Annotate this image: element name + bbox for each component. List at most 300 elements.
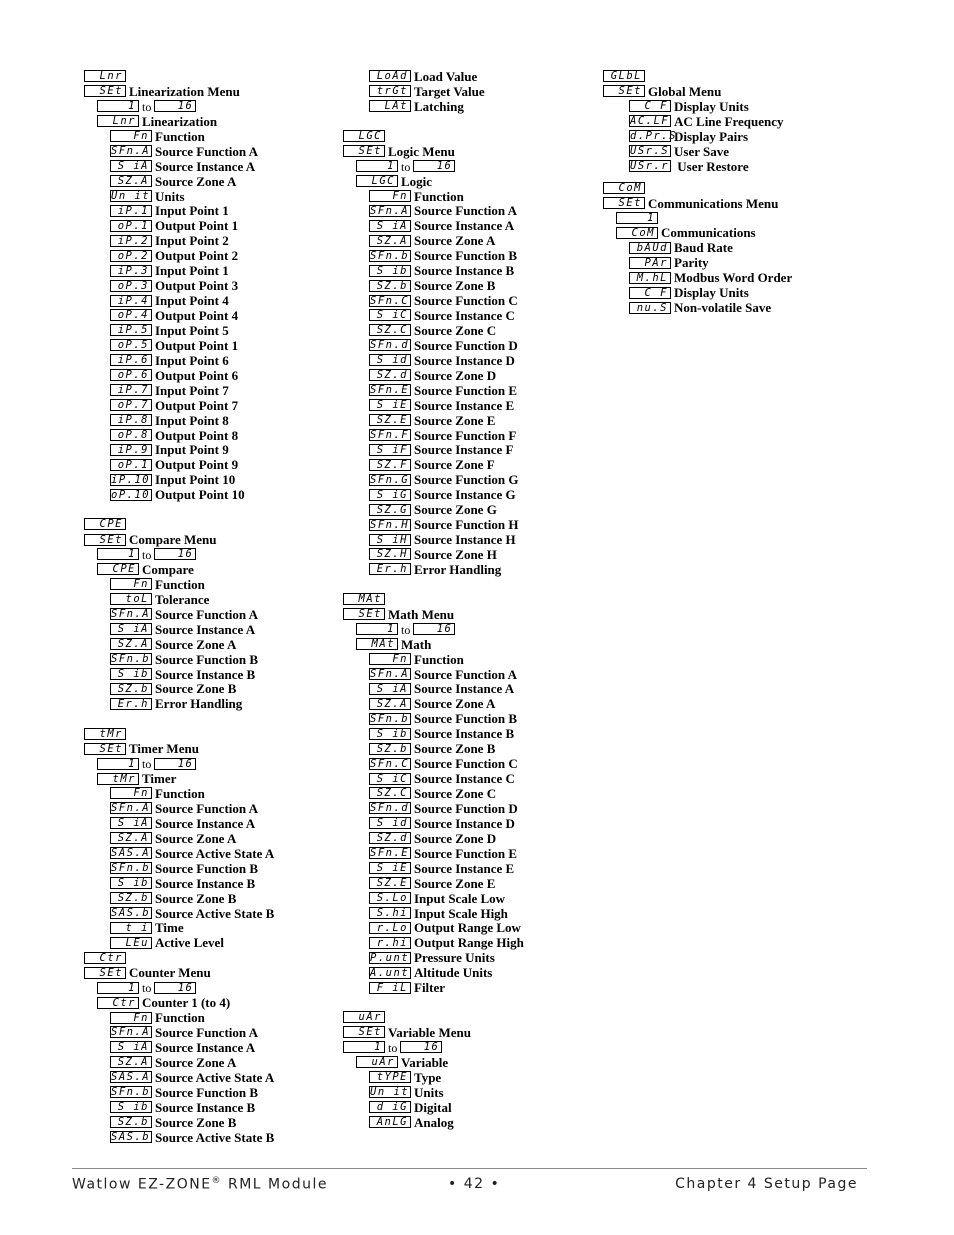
parameter-code: iP.7 — [110, 384, 152, 396]
parameter-code: bAUd — [629, 242, 671, 254]
parameter-label: Linearization Menu — [129, 83, 240, 99]
menu-row — [84, 1116, 274, 1131]
menu-column-3 — [603, 70, 792, 316]
menu-row — [84, 1131, 274, 1146]
footer-chapter: Chapter 4 Setup Page — [675, 1176, 858, 1192]
menu-row — [84, 578, 274, 593]
menu-row — [343, 817, 524, 832]
parameter-code: S iF — [369, 444, 411, 456]
parameter-label: Source Function A — [155, 143, 259, 159]
parameter-label: Source Function D — [414, 800, 518, 816]
parameter-label: Tolerance — [155, 591, 210, 607]
menu-row — [84, 1056, 274, 1071]
menu-row — [84, 309, 274, 324]
menu-row — [343, 443, 524, 458]
menu-row — [84, 832, 274, 847]
parameter-code: toL — [110, 593, 152, 605]
menu-row — [84, 458, 274, 473]
menu-row — [343, 981, 524, 996]
parameter-label: Communications — [661, 225, 756, 241]
parameter-code: r.Lo — [369, 922, 411, 934]
menu-row — [84, 219, 274, 234]
parameter-code: oP.10 — [111, 488, 151, 501]
menu-row — [343, 190, 524, 205]
range-separator: to — [142, 757, 152, 772]
menu-row — [343, 1116, 524, 1131]
menu-row — [84, 429, 274, 444]
parameter-code: SAS.A — [111, 1071, 151, 1084]
parameter-code: Un it — [370, 1086, 410, 1099]
menu-row — [84, 996, 274, 1011]
parameter-label: Modbus Word Order — [674, 270, 793, 286]
parameter-label: Source Function F — [414, 427, 517, 443]
menu-row — [343, 1041, 524, 1056]
parameter-code: SFn.d — [370, 802, 410, 815]
parameter-label: Communications Menu — [648, 195, 779, 211]
parameter-code: SFn.b — [370, 249, 410, 262]
menu-row — [84, 638, 274, 653]
menu-row — [84, 488, 274, 503]
parameter-code: SZ.G — [369, 504, 411, 516]
menu-row — [84, 473, 274, 488]
menu-row — [603, 145, 792, 160]
parameter-code: oP.6 — [110, 369, 152, 381]
parameter-code: C_F — [629, 287, 671, 299]
parameter-label: Source Function D — [414, 337, 518, 353]
menu-row — [84, 443, 274, 458]
parameter-code: SZ.A — [369, 698, 411, 710]
menu-row — [343, 488, 524, 503]
parameter-code: uAr — [343, 1011, 385, 1023]
parameter-label: Output Point 10 — [155, 487, 245, 503]
parameter-code: iP.5 — [110, 324, 152, 336]
menu-row — [84, 204, 274, 219]
menu-row — [343, 249, 524, 264]
parameter-code: oP.5 — [110, 339, 152, 351]
menu-row — [84, 339, 274, 354]
parameter-code: tMr — [84, 728, 126, 740]
parameter-code: S iE — [369, 862, 411, 874]
parameter-label: Source Instance A — [414, 681, 515, 697]
range-separator: to — [142, 548, 152, 562]
parameter-code: CPE — [97, 563, 139, 575]
parameter-label: Output Point 1 — [155, 218, 239, 234]
menu-row — [343, 70, 524, 85]
parameter-label: Source Function B — [155, 651, 259, 667]
parameter-label: Output Point 1 — [155, 337, 239, 353]
parameter-code: iP.4 — [110, 295, 152, 307]
menu-row — [603, 226, 792, 241]
parameter-code: S iH — [369, 534, 411, 546]
parameter-label: Active Level — [155, 935, 224, 951]
menu-row — [84, 892, 274, 907]
menu-row — [343, 668, 524, 683]
parameter-code: uAr — [356, 1056, 398, 1068]
parameter-code: oP.7 — [110, 399, 152, 411]
parameter-label: Source Instance B — [414, 263, 515, 279]
instance-range-end: 16 — [413, 623, 455, 635]
menu-row — [343, 429, 524, 444]
menu-row — [343, 787, 524, 802]
menu-row — [84, 1011, 274, 1026]
parameter-label: Digital — [414, 1099, 452, 1115]
instance-range-start: 1 — [356, 623, 398, 635]
parameter-label: Source Instance D — [414, 352, 515, 368]
parameter-code: tYPE — [369, 1071, 411, 1083]
parameter-label: Source Zone A — [155, 1054, 237, 1070]
parameter-code: S id — [369, 354, 411, 366]
parameter-label: Output Point 6 — [155, 367, 239, 383]
parameter-code: SEt — [343, 608, 385, 620]
menu-row — [603, 286, 792, 301]
instance-range-start: 1 — [343, 1041, 385, 1053]
menu-row — [84, 727, 274, 742]
parameter-code: Fn — [110, 130, 152, 142]
parameter-label: Source Instance G — [414, 487, 516, 503]
parameter-code: tMr — [97, 773, 139, 785]
parameter-label: Counter 1 (to 4) — [142, 995, 231, 1011]
menu-row — [84, 160, 274, 175]
parameter-label: Source Instance A — [155, 621, 256, 637]
parameter-label: Input Scale High — [414, 905, 508, 921]
parameter-code: SFn.A — [111, 1026, 151, 1039]
menu-row — [84, 294, 274, 309]
parameter-code: oP.1 — [110, 459, 152, 471]
parameter-code: M.hL — [629, 272, 671, 284]
parameter-code: SFn.A — [370, 204, 410, 217]
parameter-code: S ib — [110, 668, 152, 680]
parameter-label: Source Zone E — [414, 875, 496, 891]
menu-row — [343, 757, 524, 772]
parameter-label: Source Function A — [155, 800, 259, 816]
parameter-code: SEt — [343, 145, 385, 157]
menu-row — [343, 802, 524, 817]
menu-row — [84, 533, 274, 548]
parameter-label: Source Zone F — [414, 457, 495, 473]
menu-row — [84, 757, 274, 772]
parameter-code: Fn — [369, 653, 411, 665]
parameter-code: SEt — [603, 197, 645, 209]
parameter-label: Error Handling — [155, 696, 243, 712]
menu-row — [343, 473, 524, 488]
menu-row — [343, 638, 524, 653]
parameter-code: iP.8 — [110, 414, 152, 426]
parameter-code: Fn — [110, 578, 152, 590]
spacer — [343, 115, 524, 130]
parameter-label: AC Line Frequency — [674, 113, 784, 129]
menu-row — [343, 219, 524, 234]
menu-row — [84, 653, 274, 668]
parameter-code: MAt — [343, 593, 385, 605]
menu-row — [84, 1041, 274, 1056]
menu-row — [84, 414, 274, 429]
parameter-label: Source Instance B — [155, 666, 256, 682]
parameter-label: Source Instance H — [414, 532, 516, 548]
parameter-label: Source Zone B — [414, 278, 496, 294]
menu-row — [343, 369, 524, 384]
parameter-label: Function — [155, 128, 205, 144]
parameter-label: Source Zone D — [414, 367, 497, 383]
parameter-code: Un it — [111, 189, 151, 202]
menu-row — [84, 384, 274, 399]
menu-row — [84, 951, 274, 966]
menu-row — [343, 742, 524, 757]
parameter-code: SEt — [84, 85, 126, 97]
parameter-code: SFn.F — [370, 428, 410, 441]
parameter-code: t i — [110, 922, 152, 934]
parameter-label: Filter — [414, 980, 446, 996]
parameter-label: Input Point 5 — [155, 322, 229, 338]
parameter-label: Input Point 9 — [155, 442, 229, 458]
parameter-code: SEt — [84, 967, 126, 979]
menu-row — [343, 1101, 524, 1116]
parameter-code: d.Pr.S — [630, 130, 677, 143]
menu-row — [84, 234, 274, 249]
menu-row — [343, 130, 524, 145]
parameter-label: Non-volatile Save — [674, 300, 772, 316]
parameter-label: Source Zone A — [414, 233, 496, 249]
parameter-label: Source Active State B — [155, 905, 275, 921]
parameter-code: trGt — [369, 85, 411, 97]
menu-row — [84, 697, 274, 712]
menu-row — [603, 160, 792, 175]
menu-row — [84, 862, 274, 877]
menu-row — [343, 682, 524, 697]
menu-row — [84, 354, 274, 369]
parameter-label: Pressure Units — [414, 950, 495, 966]
footer-product — [72, 1176, 328, 1193]
instance-range-end: 16 — [154, 982, 196, 994]
parameter-label: Source Zone A — [155, 636, 237, 652]
parameter-code: SZ.A — [110, 175, 152, 187]
menu-row — [84, 175, 274, 190]
menu-row — [84, 981, 274, 996]
menu-row — [343, 414, 524, 429]
menu-row — [343, 339, 524, 354]
menu-row — [84, 145, 274, 160]
parameter-label: Source Function B — [155, 860, 259, 876]
parameter-label: Source Function C — [414, 756, 518, 772]
menu-row — [84, 548, 274, 563]
menu-row — [603, 271, 792, 286]
parameter-code: SAS.A — [111, 847, 151, 860]
menu-row — [343, 907, 524, 922]
parameter-label: Baud Rate — [674, 240, 733, 256]
menu-row — [343, 1011, 524, 1026]
parameter-label: Source Function B — [155, 1084, 259, 1100]
menu-row — [603, 85, 792, 100]
parameter-code: Lnr — [97, 115, 139, 127]
menu-row — [84, 249, 274, 264]
parameter-code: A.unt — [370, 966, 410, 979]
parameter-code: S iA — [110, 160, 152, 172]
spacer — [343, 578, 524, 593]
parameter-label: Source Zone A — [155, 830, 237, 846]
instance-range-end: 16 — [154, 548, 196, 560]
parameter-label: Load Value — [414, 69, 478, 84]
parameter-label: Input Point 7 — [155, 382, 229, 398]
parameter-label: Source Zone D — [414, 830, 497, 846]
parameter-label: Source Instance B — [155, 875, 256, 891]
parameter-code: SZ.F — [369, 459, 411, 471]
parameter-label: Output Point 8 — [155, 427, 239, 443]
menu-row — [343, 279, 524, 294]
parameter-code: SFn.b — [111, 862, 151, 875]
parameter-label: Input Point 6 — [155, 352, 229, 368]
menu-row — [84, 190, 274, 205]
menu-row — [603, 100, 792, 115]
spacer — [603, 175, 792, 182]
parameter-label: Source Function B — [414, 248, 518, 264]
parameter-label: Latching — [414, 98, 464, 114]
menu-row — [343, 100, 524, 115]
footer-product-suffix: RML Module — [222, 1176, 328, 1193]
parameter-label: Source Function E — [414, 845, 518, 861]
menu-row — [343, 324, 524, 339]
registered-mark: ® — [211, 1176, 223, 1186]
parameter-code: r.hi — [369, 937, 411, 949]
parameter-label: Source Active State B — [155, 1129, 275, 1145]
range-separator: to — [142, 99, 152, 114]
parameter-code: PAr — [629, 257, 671, 269]
parameter-code: AnLG — [369, 1116, 411, 1128]
menu-row — [343, 847, 524, 862]
parameter-code: SZ.A — [369, 235, 411, 247]
parameter-code: SZ.b — [369, 280, 411, 292]
parameter-label: Source Zone B — [414, 741, 496, 757]
parameter-label: Logic Menu — [388, 143, 455, 159]
parameter-label: Source Instance D — [414, 815, 515, 831]
menu-row — [343, 653, 524, 668]
menu-row — [343, 309, 524, 324]
parameter-code: SZ.b — [110, 683, 152, 695]
parameter-code: SFn.b — [111, 1086, 151, 1099]
parameter-code: Fn — [110, 787, 152, 799]
spacer — [343, 996, 524, 1011]
menu-row — [84, 369, 274, 384]
parameter-code: Er.h — [369, 563, 411, 575]
menu-row — [343, 951, 524, 966]
parameter-label: Type — [414, 1069, 442, 1085]
menu-row — [343, 1071, 524, 1086]
menu-row — [603, 70, 792, 85]
parameter-code: S iA — [110, 1041, 152, 1053]
parameter-code: SFn.b — [111, 653, 151, 666]
menu-row — [343, 264, 524, 279]
menu-row — [343, 503, 524, 518]
parameter-label: Analog — [414, 1114, 454, 1130]
menu-row — [84, 772, 274, 787]
parameter-label: Input Scale Low — [414, 890, 506, 906]
instance-range-start: 1 — [97, 758, 139, 770]
menu-row — [84, 1071, 274, 1086]
parameter-label: Source Instance B — [155, 1099, 256, 1115]
menu-row — [603, 197, 792, 212]
parameter-code: Ctr — [84, 952, 126, 964]
footer-rule — [72, 1168, 867, 1169]
range-separator: to — [401, 622, 411, 637]
page-number: • 42 • — [448, 1176, 501, 1192]
menu-row — [343, 608, 524, 623]
parameter-label: Source Instance F — [414, 442, 514, 458]
parameter-label: Source Zone B — [155, 1114, 237, 1130]
parameter-code: USr.S — [630, 145, 670, 158]
parameter-code: SZ.C — [369, 324, 411, 336]
menu-row — [84, 742, 274, 757]
menu-row — [343, 1056, 524, 1071]
instance-range-start: 1 — [97, 548, 139, 560]
parameter-code: S ib — [369, 728, 411, 740]
menu-row — [84, 1101, 274, 1116]
menu-row — [343, 966, 524, 981]
menu-row — [343, 892, 524, 907]
parameter-code: SEt — [84, 743, 126, 755]
parameter-label: Output Point 9 — [155, 457, 239, 473]
menu-row — [343, 548, 524, 563]
menu-row — [343, 593, 524, 608]
menu-row — [343, 936, 524, 951]
menu-row — [603, 241, 792, 256]
parameter-label: Output Point 4 — [155, 308, 239, 323]
menu-row — [343, 85, 524, 100]
parameter-label: Compare Menu — [129, 532, 217, 548]
menu-row — [84, 682, 274, 697]
menu-row — [603, 130, 792, 145]
menu-row — [343, 1026, 524, 1041]
menu-row — [343, 877, 524, 892]
parameter-code: S iA — [110, 623, 152, 635]
parameter-label: Variable — [401, 1054, 449, 1070]
menu-row — [84, 936, 274, 951]
parameter-code: SFn.G — [370, 473, 410, 486]
menu-row — [343, 832, 524, 847]
parameter-code: S id — [369, 817, 411, 829]
menu-row — [343, 862, 524, 877]
parameter-code: iP.3 — [110, 265, 152, 277]
parameter-code: iP.6 — [110, 354, 152, 366]
instance-range-end: 16 — [154, 758, 196, 770]
parameter-label: Source Active State A — [155, 1069, 275, 1085]
menu-row — [84, 399, 274, 414]
parameter-label: Source Function A — [414, 666, 518, 682]
parameter-label: Source Zone E — [414, 412, 496, 428]
parameter-code: SZ.b — [110, 892, 152, 904]
parameter-code: SZ.A — [110, 1056, 152, 1068]
parameter-label: Global Menu — [648, 83, 722, 99]
parameter-label: Source Function G — [414, 472, 519, 488]
parameter-code: oP.3 — [110, 280, 152, 292]
parameter-label: Source Function B — [414, 711, 518, 727]
parameter-code: CoM — [603, 182, 645, 194]
parameter-code: SFn.C — [370, 294, 410, 307]
parameter-code: LAt — [369, 100, 411, 112]
parameter-label: Function — [155, 576, 205, 592]
parameter-label: Output Point 7 — [155, 397, 239, 413]
menu-row — [343, 772, 524, 787]
parameter-label: User Save — [674, 143, 730, 159]
parameter-code: S.hi — [369, 907, 411, 919]
parameter-code: CPE — [84, 518, 126, 530]
parameter-code: S iE — [369, 399, 411, 411]
menu-column-2 — [343, 70, 524, 1131]
menu-row — [84, 921, 274, 936]
menu-row — [84, 85, 274, 100]
parameter-label: Output Point 2 — [155, 248, 239, 264]
parameter-code: SZ.d — [369, 832, 411, 844]
parameter-label: Source Zone H — [414, 547, 497, 562]
menu-row — [603, 256, 792, 271]
parameter-label: Function — [155, 1010, 205, 1026]
